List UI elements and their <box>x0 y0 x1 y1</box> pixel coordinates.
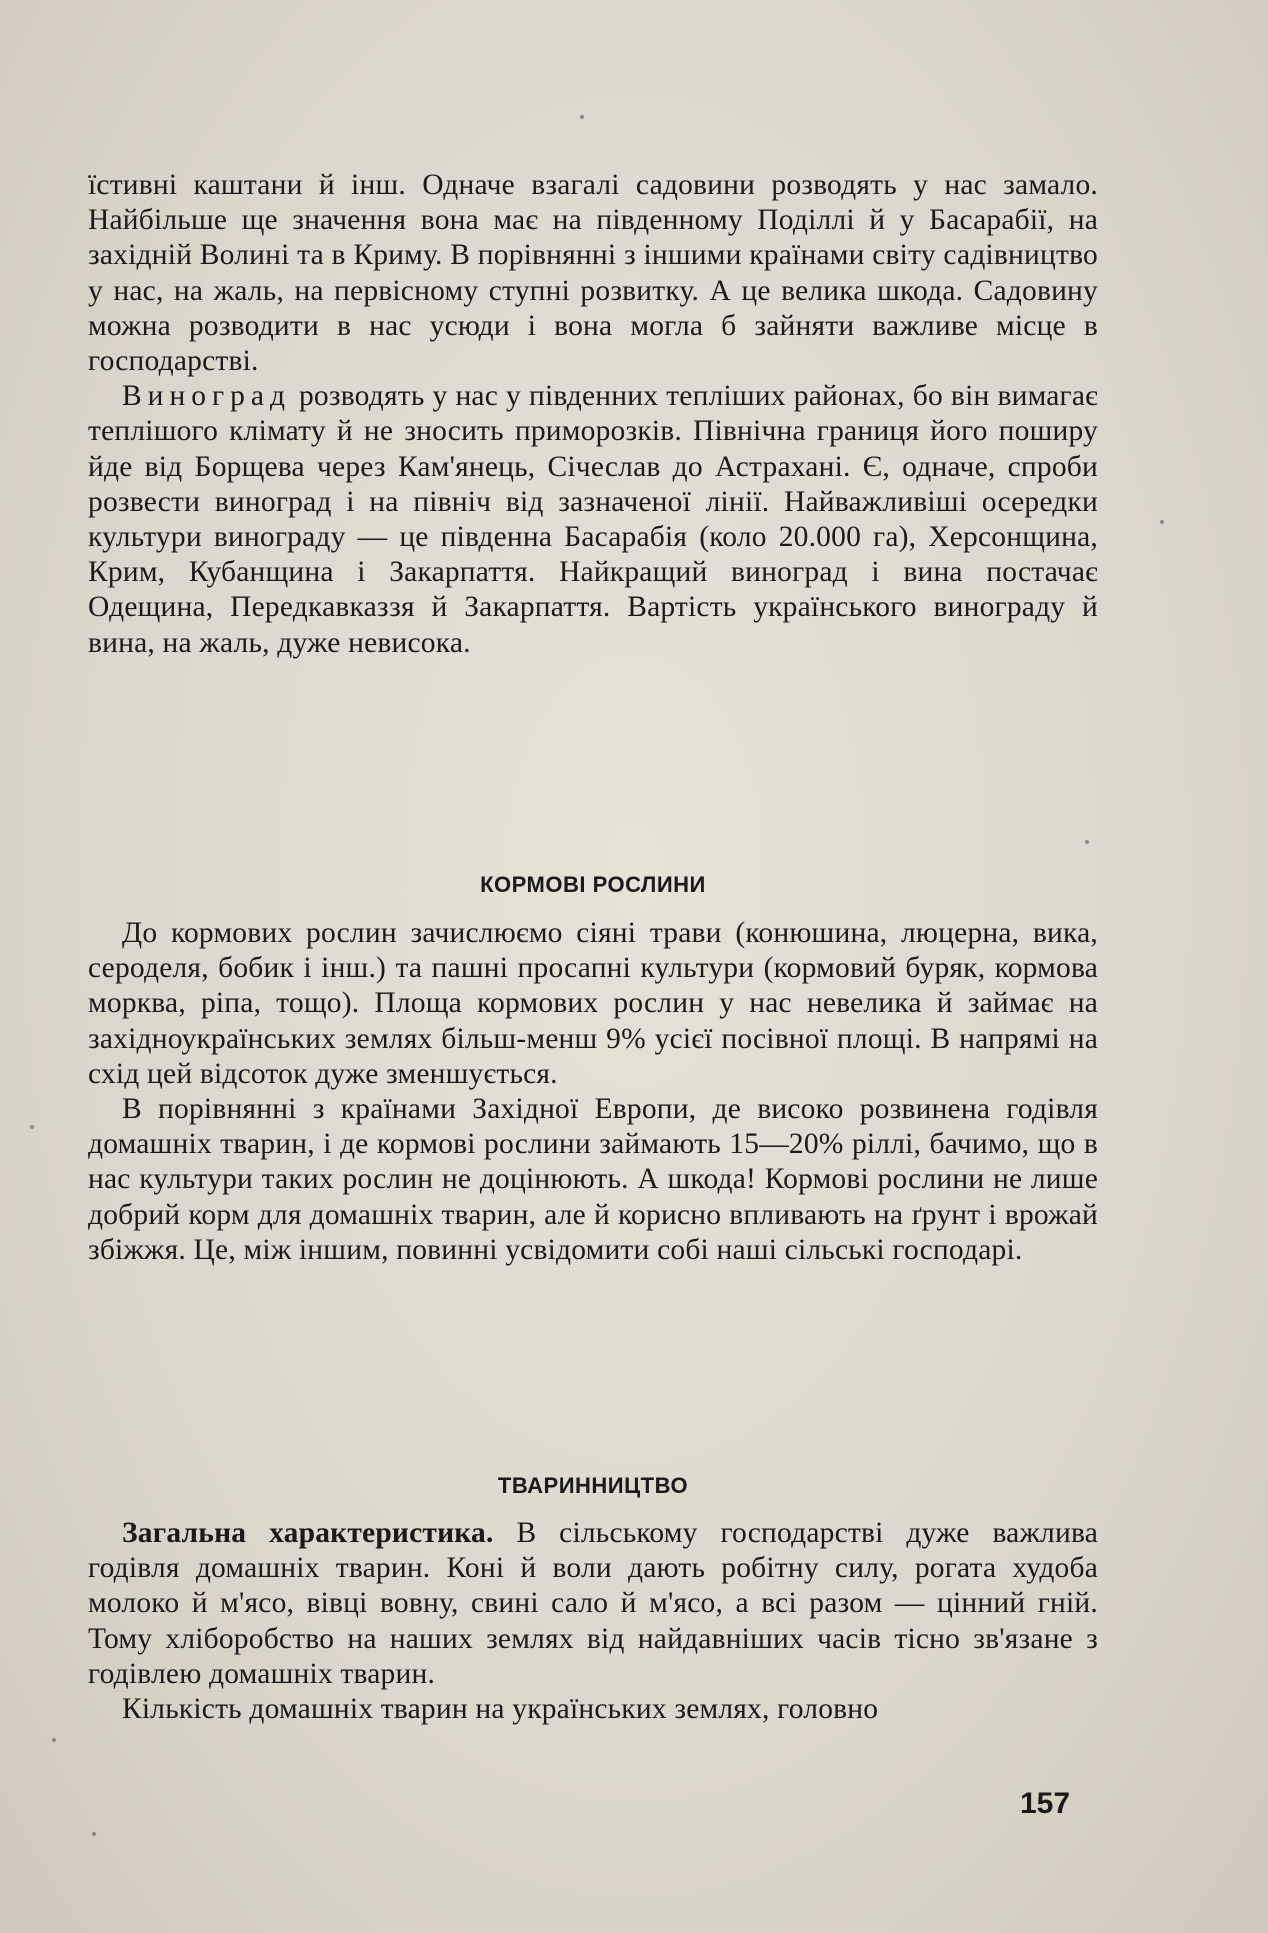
paragraph-grapes <box>88 379 1098 661</box>
paragraph-grapes-body: розводять у нас у південних тепліших районах, бо він вимагає теплішого клімату й не зносить приморозків. Північна границя його поширу йде від Борщева через Кам'янець, Січеслав до Астрахані. Є, одначе, спроби розвести виноград і на північ від зазначеної лінії. Найважливіші осередки культури винограду — це південна Басарабія (коло 20.000 га), Херсонщина, Крим, Кубанщина і Закарпаття. Найкращий виноград і вина постачає Одещина, Передкавказзя й Закарпаття. Вартість українського винограду й вина, на жаль, дуже невисока. <box>88 380 1098 659</box>
page-number: 157 <box>1020 1787 1071 1820</box>
paper-speck <box>92 1832 96 1836</box>
paragraph-livestock-2: Кількість домашніх тварин на українських землях, головно <box>122 1693 879 1726</box>
term-general-characteristics: Загальна характеристика. <box>122 1517 494 1549</box>
paper-speck <box>580 115 584 119</box>
paper-speck <box>1085 840 1089 844</box>
text-section-fodder <box>88 916 1098 1268</box>
paragraph-fodder-1: До кормових рослин зачислюємо сіяні трави (конюшина, люцерна, вика, сероделя, бобик і інш.) та пашні просапні культури (кормовий буряк, кормова морква, ріпа, тощо). Площа кормових рослин у нас невелика й займає на західноукраїнських землях більш-менш 9% усієї посівної площі. В напрямі на схід цей відсоток дуже зменшується. <box>88 917 1098 1090</box>
paragraph-fodder-2: В порівнянні з країнами Західної Европи, де високо розвинена годівля домашніх тварин, і де кормові рослини займають 15—20% ріллі, бачимо, що в нас культури таких рослин не доцінюють. А шкода! Кормові рослини не лише добрий корм для домашніх тварин, але й корисно впливають на ґрунт і врожай збіжжя. Це, між іншим, повинні усвідомити собі наші сільські господарі. <box>88 1093 1098 1266</box>
paragraph-livestock-1 <box>88 1516 1098 1692</box>
text-section-gardening <box>88 168 1098 661</box>
term-grapes: Виноград <box>122 380 291 413</box>
text-section-livestock <box>88 1516 1098 1727</box>
paragraph-gardening: їстивні каштани й інш. Одначе взагалі садовини розводять у нас замало. Найбільше ще значення вона має на південному Поділлі й у Басарабії, на західній Волині та в Криму. В порівнянні з іншими країнами світу садівництво у нас, на жаль, на первісному ступні розвитку. А це велика шкода. Садовину можна розводити в нас усюди і вона могла б зайняти важливе місце в господарстві. <box>88 169 1098 378</box>
section-heading-fodder-plants: КОРМОВІ РОСЛИНИ <box>480 872 706 897</box>
section-heading-livestock: ТВАРИННИЦТВО <box>497 1473 689 1498</box>
paragraph-livestock-1-body: В сільському господарстві дуже важлива годівля домашніх тварин. Коні й воли дають робітну силу, рогата худоба молоко й м'ясо, вівці вовну, свині сало й м'ясо, а всі разом — цінний гній. Тому хліборобство на наших землях від найдавніших часів тісно зв'язане з годівлею домашніх тварин. <box>88 1517 1098 1690</box>
paper-speck <box>30 1125 34 1129</box>
paper-speck <box>52 1738 56 1742</box>
paper-speck <box>1160 520 1164 524</box>
